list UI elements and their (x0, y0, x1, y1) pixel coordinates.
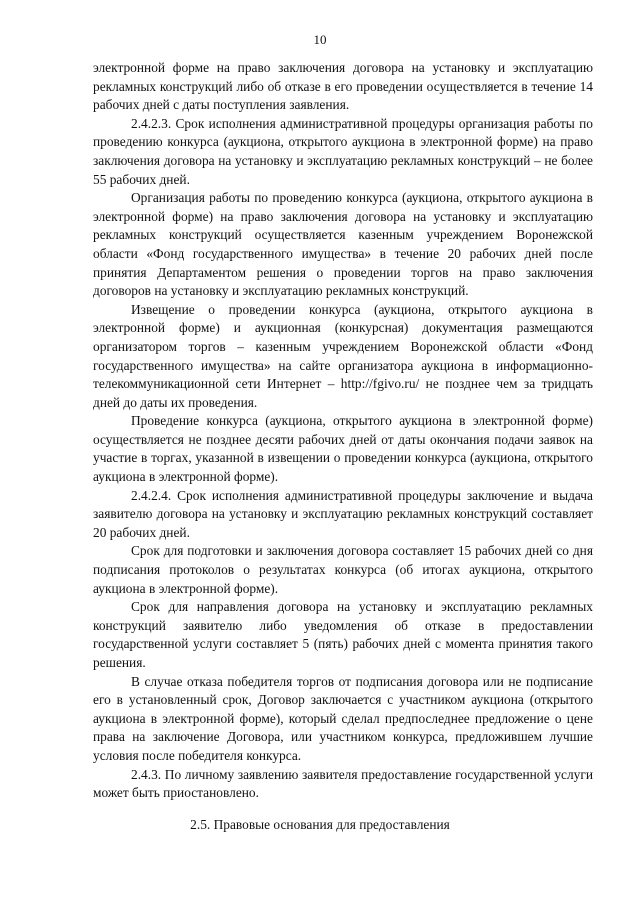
body-text (93, 59, 593, 803)
page-number: 10 (313, 32, 327, 47)
paragraph: 2.4.2.3. Срок исполнения административной процедуры организация работы по проведению конкурса (аукциона, открытого аукциона в электронной форме) на право заключения договора на установку и эксплуатацию рекламных конструкций – не более 55 рабочих дней. (93, 115, 593, 187)
paragraph: Срок для подготовки и заключения договора составляет 15 рабочих дней со дня подписания протоколов о результатах конкурса (об итогах аукциона, открытого аукциона в электронной форме). (93, 543, 593, 596)
paragraph: 2.4.3. По личному заявлению заявителя предоставление государственной услуги может быть приостановлено. (93, 766, 593, 801)
section-heading: 2.5. Правовые основания для предоставления (190, 817, 450, 832)
paragraph: 2.4.2.4. Срок исполнения административной процедуры заключение и выдача заявителю договора на установку и эксплуатацию рекламных конструкций составляет 20 рабочих дней. (93, 487, 593, 540)
paragraph: Извещение о проведении конкурса (аукциона, открытого аукциона в электронной форме) и аукционная (конкурсная) документация размещаются организатором торгов – казенным учреждением Воронежской области «Фонд государственного имущества» на сайте организатора аукциона в информационно-телекоммуникационной сети Интернет – http://fgivo.ru/ не позднее чем за тридцать дней до даты их проведения. (93, 301, 593, 410)
paragraph: Организация работы по проведению конкурса (аукциона, открытого аукциона в электронной форме) на право заключения договора на установку и эксплуатацию рекламных конструкций осуществляется казенным учреждением Воронежской области «Фонд государственного имущества» в течение 20 рабочих дней после принятия Департаментом решения о проведении торгов на право заключения договоров на установку и эксплуатацию рекламных конструкций. (93, 190, 593, 299)
paragraph: В случае отказа победителя торгов от подписания договора или не подписание его в установленный срок, Договор заключается с участником аукциона (открытого аукциона в электронной форме), который сделал предпоследнее предложение о цене права на заключение Договора, или участником конкурса, предложившем лучшие условия после победителя конкурса. (93, 673, 593, 763)
paragraph: электронной форме на право заключения договора на установку и эксплуатацию рекламных конструкций либо об отказе в его проведении осуществляется в течение 14 рабочих дней с даты поступления заявления. (93, 60, 593, 113)
paragraph: Срок для направления договора на установку и эксплуатацию рекламных конструкций заявителю либо уведомления об отказе в предоставлении государственной услуги составляет 5 (пять) рабочих дней с момента принятия такого решения. (93, 599, 593, 670)
paragraph: Проведение конкурса (аукциона, открытого аукциона в электронной форме) осуществляется не позднее десяти рабочих дней от даты окончания подачи заявок на участие в торгах, указанной в извещении о проведении конкурса (аукциона, открытого аукциона в электронной форме). (93, 413, 593, 485)
